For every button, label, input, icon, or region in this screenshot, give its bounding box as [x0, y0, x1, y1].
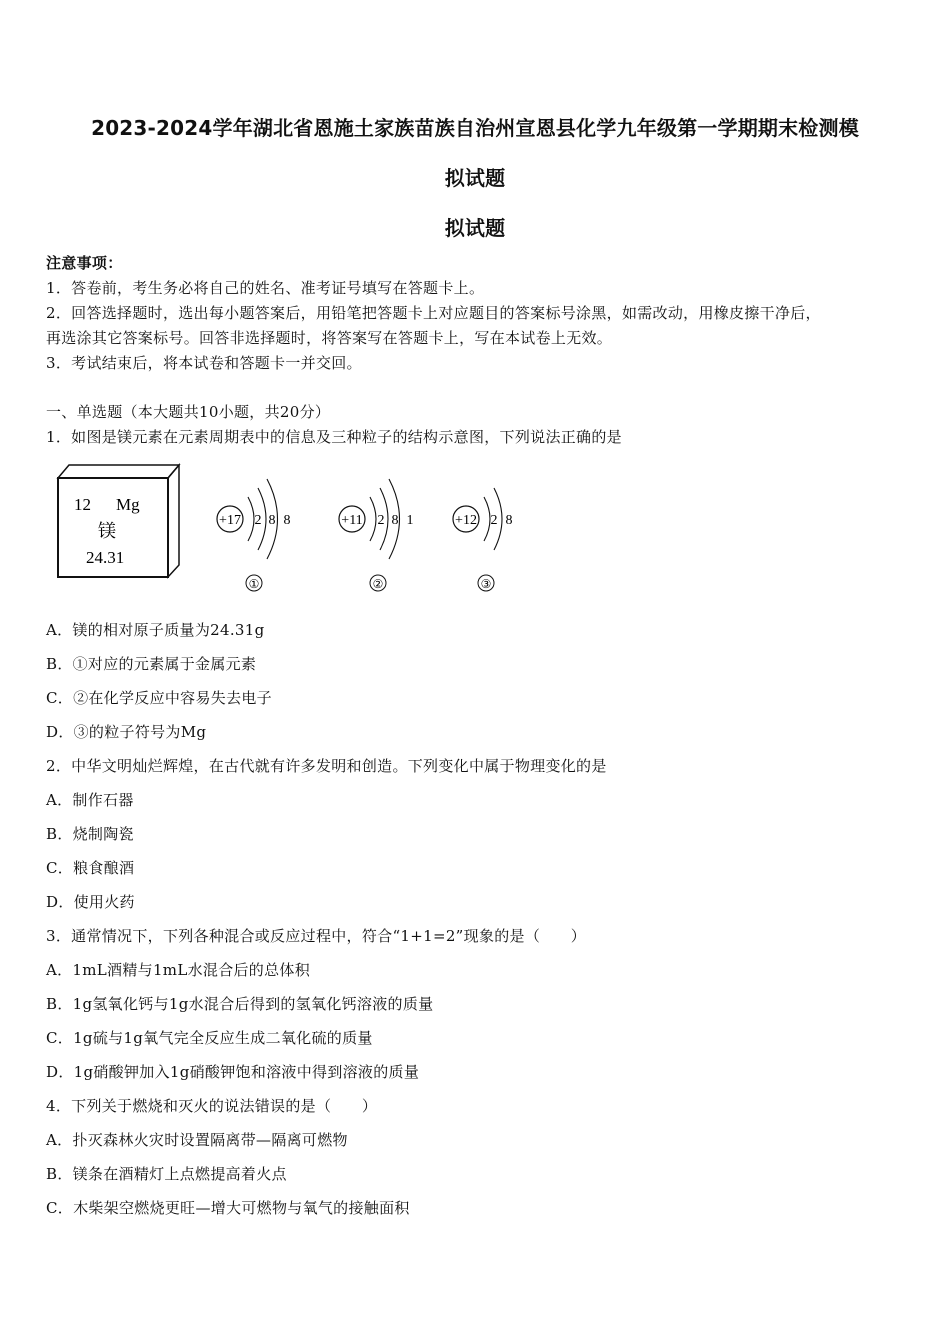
notice-item-2b: 再选涂其它答案标号。回答非选择题时，将答案写在答题卡上，写在本试卷上无效。	[46, 329, 613, 347]
q1-figure	[46, 455, 566, 605]
atom3-nucleus: +12	[455, 513, 477, 528]
exam-title-line-3: 拟试题	[444, 216, 506, 240]
atom2-label: ②	[372, 577, 384, 591]
atom-diagram-1	[217, 479, 291, 591]
atom1-shell-2: 8	[268, 513, 276, 528]
q3-option-b: B．1g氢氧化钙与1g水混合后得到的氢氧化钙溶液的质量	[46, 995, 434, 1013]
atom3-shell-2: 8	[505, 513, 513, 528]
q3-option-c: C．1g硫与1g氧气完全反应生成二氧化硫的质量	[46, 1029, 373, 1047]
q1-option-d: D．③的粒子符号为Mg	[46, 723, 207, 741]
atom1-nucleus: +17	[219, 513, 241, 528]
atom3-shell-1: 2	[490, 513, 498, 528]
q1-option-b: B．①对应的元素属于金属元素	[46, 655, 257, 673]
notice-heading: 注意事项：	[46, 254, 123, 272]
notice-item-3: 3．考试结束后，将本试卷和答题卡一并交回。	[46, 354, 362, 372]
q3-stem: 3．通常情况下，下列各种混合或反应过程中，符合“1+1=2”现象的是（ ）	[46, 927, 587, 945]
atom1-shell-1: 2	[254, 513, 262, 528]
atom2-shell-3: 1	[406, 513, 414, 528]
exam-title-line-2: 拟试题	[444, 166, 506, 190]
q1-stem: 1．如图是镁元素在元素周期表中的信息及三种粒子的结构示意图，下列说法正确的是	[46, 428, 622, 446]
element-name: 镁	[98, 521, 116, 541]
q1-option-a: A．镁的相对原子质量为24.31g	[46, 621, 265, 639]
q2-stem: 2．中华文明灿烂辉煌，在古代就有许多发明和创造。下列变化中属于物理变化的是	[46, 757, 607, 775]
q2-option-a: A．制作石器	[46, 791, 134, 809]
q4-option-c: C．木柴架空燃烧更旺—增大可燃物与氧气的接触面积	[46, 1199, 410, 1217]
element-mass: 24.31	[86, 548, 125, 567]
q3-option-a: A．1mL酒精与1mL水混合后的总体积	[46, 961, 310, 979]
atom-diagram-3	[453, 488, 513, 591]
q3-option-d: D．1g硝酸钾加入1g硝酸钾饱和溶液中得到溶液的质量	[46, 1063, 420, 1081]
atom2-nucleus: +11	[341, 513, 363, 528]
atom-diagram-2	[339, 479, 414, 591]
q1-option-c: C．②在化学反应中容易失去电子	[46, 689, 272, 707]
q4-option-b: B．镁条在酒精灯上点燃提高着火点	[46, 1165, 287, 1183]
q4-option-a: A．扑灭森林火灾时设置隔离带—隔离可燃物	[46, 1131, 348, 1149]
atom2-shell-1: 2	[377, 513, 385, 528]
q2-option-b: B．烧制陶瓷	[46, 825, 134, 843]
element-cell	[58, 465, 179, 577]
atom2-shell-2: 8	[391, 513, 399, 528]
atom3-label: ③	[480, 577, 492, 591]
notice-item-1: 1．答卷前，考生务必将自己的姓名、准考证号填写在答题卡上。	[46, 279, 485, 297]
element-number: 12	[74, 495, 91, 514]
q4-stem: 4．下列关于燃烧和灭火的说法错误的是（ ）	[46, 1097, 378, 1115]
notice-item-2a: 2．回答选择题时，选出每小题答案后，用铅笔把答题卡上对应题目的答案标号涂黑，如需改动，用橡皮擦干净后，	[46, 304, 821, 322]
element-symbol: Mg	[116, 495, 140, 514]
exam-title-line-1: 2023-2024学年湖北省恩施土家族苗族自治州宣恩县化学九年级第一学期期末检测模	[91, 116, 859, 140]
section-heading: 一、单选题（本大题共10小题，共20分）	[46, 403, 331, 421]
atom1-shell-3: 8	[283, 513, 291, 528]
atom1-label: ①	[248, 577, 260, 591]
q2-option-c: C．粮食酿酒	[46, 859, 135, 877]
q2-option-d: D．使用火药	[46, 893, 135, 911]
